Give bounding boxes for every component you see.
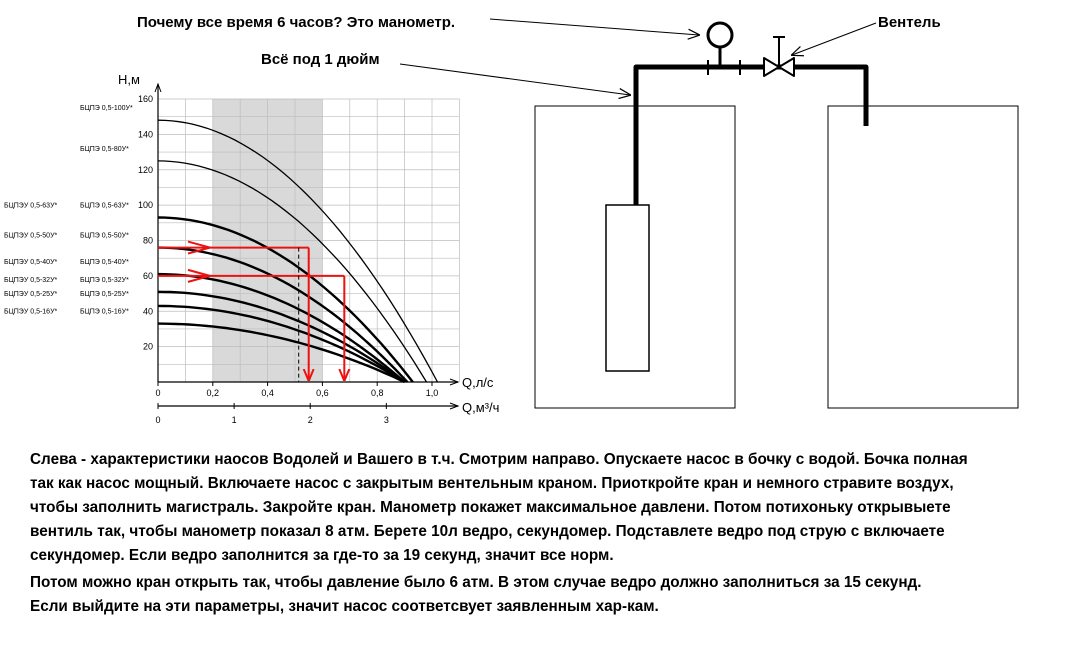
- x-tick-top-label: 0,4: [261, 388, 274, 398]
- y-tick-label: 120: [137, 164, 153, 175]
- y-tick-label: 140: [137, 129, 153, 140]
- y-tick-label: 40: [142, 306, 153, 317]
- y-axis-label: Н,м: [118, 72, 140, 87]
- curve-label-left: БЦПЭУ 0,5-50У*: [4, 232, 58, 240]
- y-tick-label: 160: [137, 94, 153, 104]
- x-tick-top-label: 0,2: [206, 388, 220, 398]
- description-paragraph-1: [30, 448, 1030, 568]
- description-line: Потом можно кран открыть так, чтобы давление было 6 атм. В этом случае ведро должно заполниться за 15 секунд.: [30, 574, 922, 591]
- y-tick-label: 100: [137, 200, 153, 211]
- valve-pointer-arrow: [792, 23, 876, 55]
- curve-label: БЦПЭ 0,5-63У*: [80, 202, 129, 210]
- pipe-pointer-arrow: [400, 64, 630, 95]
- x-axis-bottom-label: Q,м³/ч: [462, 400, 500, 415]
- description-line: Слева - характеристики наосов Водолей и Вашего в т.ч. Смотрим направо. Опускаете насос в бочку с водой. Бочка полная: [30, 451, 968, 468]
- one-inch-annotation: Всё под 1 дюйм: [261, 51, 380, 68]
- x-tick-bottom-label: 1: [231, 415, 237, 425]
- y-tick-label: 60: [142, 270, 153, 281]
- manometer-pointer-arrow: [490, 19, 699, 35]
- curve-label-left: БЦПЭУ 0,5-40У*: [4, 259, 58, 267]
- x-tick-top-label: 0: [155, 388, 161, 398]
- curve-label: БЦПЭ 0,5-50У*: [80, 232, 129, 240]
- description-line: Если выйдите на эти параметры, значит насос соответсвует заявленным хар-кам.: [30, 598, 659, 615]
- x-axis-top-label: Q,л/с: [462, 375, 494, 390]
- curve-label: БЦПЭ 0,5-25У*: [80, 290, 129, 298]
- curve-label: БЦПЭ 0,5-40У*: [80, 259, 129, 267]
- target-barrel: [828, 106, 1018, 408]
- x-tick-top-label: 0,8: [370, 388, 384, 398]
- valve-annotation: Вентель: [878, 14, 941, 31]
- y-tick-label: 80: [142, 235, 153, 246]
- x-tick-top-label: 1,0: [425, 388, 439, 398]
- submersible-pump: [606, 205, 649, 371]
- pump-curve-chart: [4, 72, 499, 425]
- curve-label-left: БЦПЭУ 0,5-32У*: [4, 276, 58, 284]
- curve-label: БЦПЭ 0,5-32У*: [80, 276, 129, 284]
- description-line: так как насос мощный. Включаете насос с закрытым вентельным краном. Приоткройте кран и немного стравите воздух,: [30, 475, 954, 492]
- curve-label-left: БЦПЭУ 0,5-25У*: [4, 290, 58, 298]
- curve-label-left: БЦПЭУ 0,5-16У*: [4, 308, 58, 316]
- description-paragraph-2: [30, 571, 1030, 619]
- x-tick-bottom-label: 0: [155, 415, 161, 425]
- manometer-icon: [708, 23, 732, 47]
- x-tick-top-label: 0,6: [316, 388, 329, 398]
- x-tick-bottom-label: 3: [383, 415, 389, 425]
- curve-label: БЦПЭ 0,5-16У*: [80, 308, 129, 316]
- description-line: секундомер. Если ведро заполнится за где-то за 19 секунд, значит все норм.: [30, 547, 614, 564]
- x-tick-bottom-label: 2: [307, 415, 313, 425]
- curve-label: БЦПЭ 0,5-80У*: [80, 145, 129, 153]
- curve-label: БЦПЭ 0,5-100У*: [80, 105, 133, 113]
- manometer-question-annotation: Почему все время 6 часов? Это манометр.: [137, 14, 456, 31]
- description-line: вентиль так, чтобы манометр показал 8 атм. Берете 10л ведро, секундомер. Подставлете ведро под струю с включаете: [30, 523, 945, 540]
- description-line: чтобы заполнить магистраль. Закройте кран. Манометр покажет максимальное давлени. Потом потихоньку открывыете: [30, 499, 951, 516]
- y-tick-label: 20: [142, 341, 153, 352]
- curve-label-left: БЦПЭУ 0,5-63У*: [4, 202, 58, 210]
